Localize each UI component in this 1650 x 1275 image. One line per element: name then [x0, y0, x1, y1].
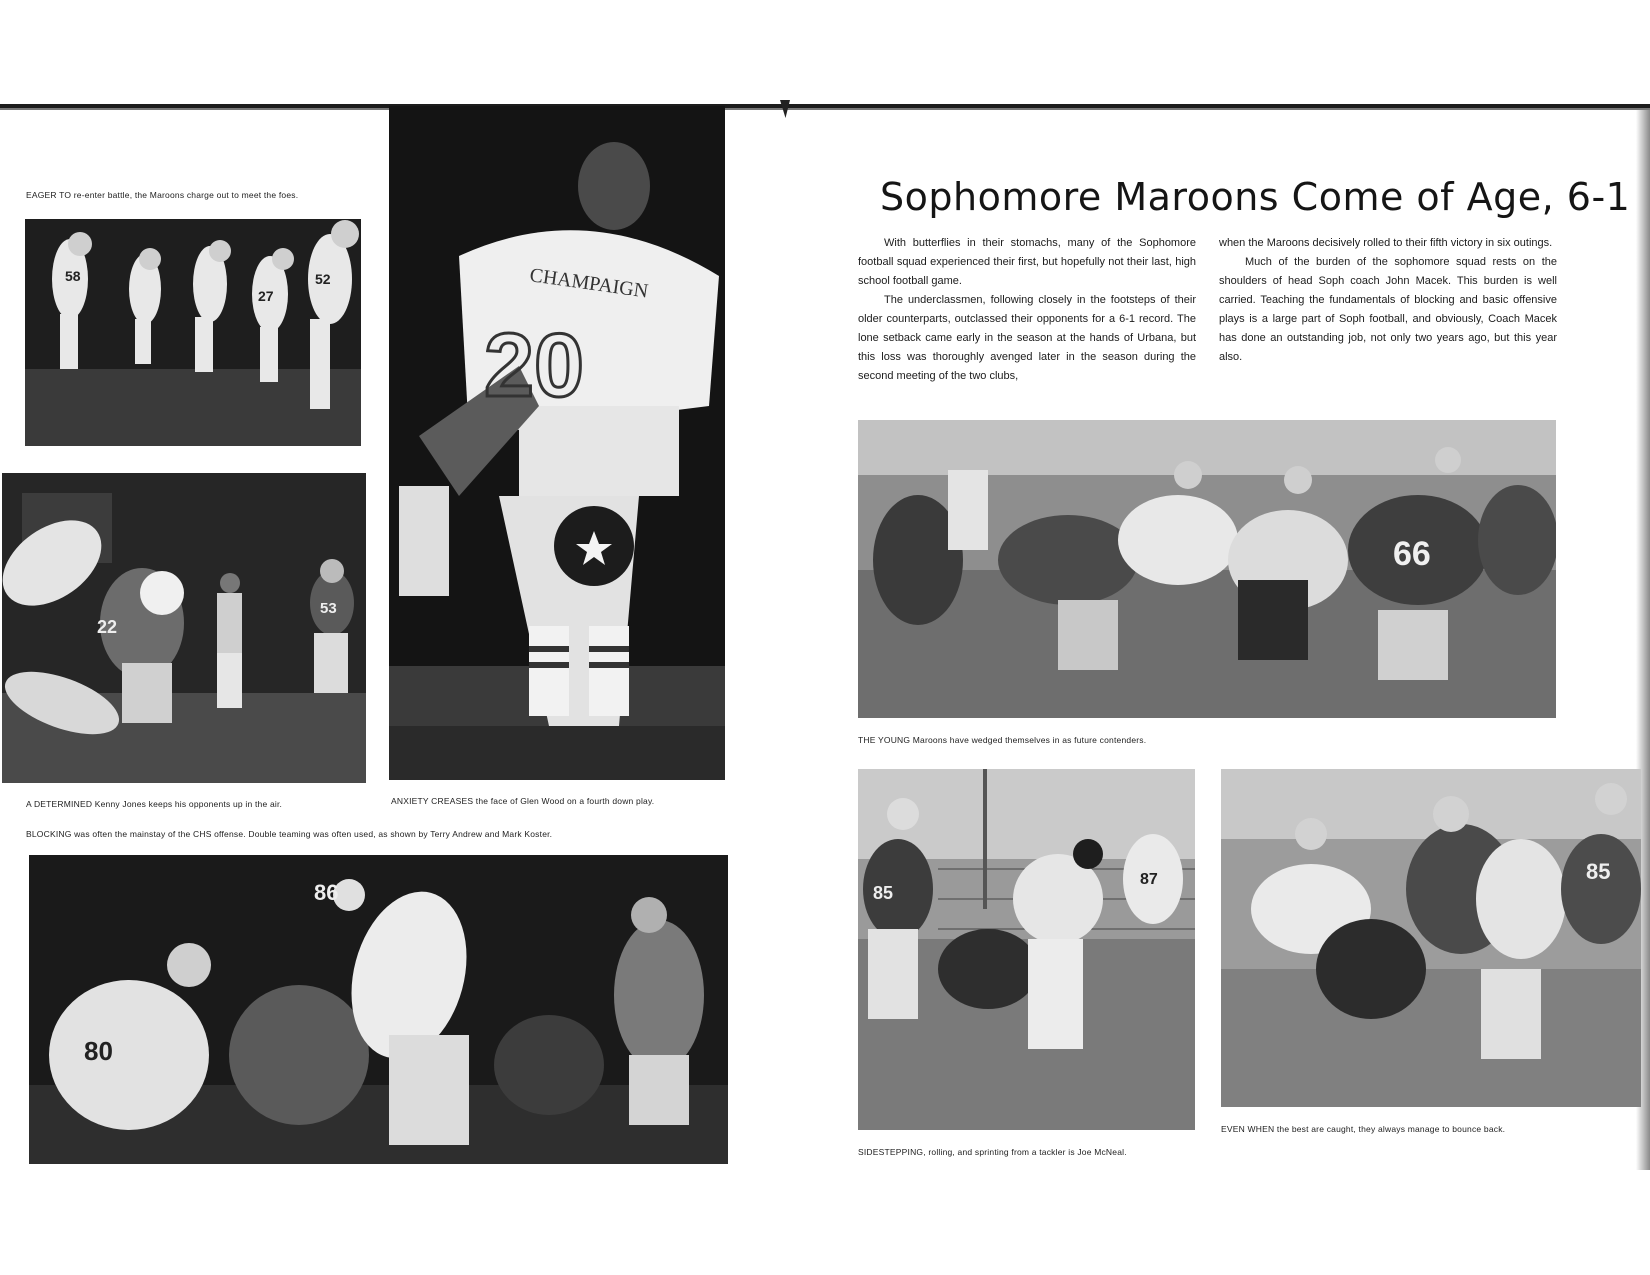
caption-determined: A DETERMINED Kenny Jones keeps his opponents up in the air. — [26, 799, 283, 809]
caption-even-when: EVEN WHEN the best are caught, they always manage to bounce back. — [1221, 1124, 1506, 1134]
jersey-number: 27 — [258, 288, 274, 304]
top-binding-shadow — [0, 108, 1650, 110]
jersey-number: 53 — [320, 600, 337, 617]
jersey-number: 58 — [65, 268, 81, 284]
photo-glen-wood — [389, 106, 725, 780]
photo-even-when — [1221, 769, 1641, 1107]
jersey-number: 85 — [1586, 859, 1611, 884]
paragraph: Much of the burden of the sophomore squad rests on the shoulders of head Soph coach John Macek. This burden is well carried. Teaching the fundamentals of blocking and basic offensive plays is a large part of Soph football, and obviously, Coach Macek has done an outstanding job, not only two years ago, but this year also. — [1219, 256, 1557, 363]
jersey-number: 86 — [314, 880, 339, 905]
jersey-number: 87 — [1140, 871, 1158, 888]
paragraph: With butterflies in their stomachs, many of the Sophomore football squad experienced their first, but hopefully not their last, high school football game. — [858, 237, 1196, 287]
caption-blocking: BLOCKING was often the mainstay of the CHS offense. Double teaming was often used, as shown by Terry Andrew and Mark Koster. — [26, 829, 553, 839]
jersey-number: 20 — [484, 316, 585, 416]
paragraph: when the Maroons decisively rolled to their fifth victory in six outings. — [1219, 237, 1553, 249]
page-title: Sophomore Maroons Come of Age, 6-1 — [880, 175, 1631, 219]
photo-determined-player — [2, 473, 366, 783]
article-column-2 — [1219, 234, 1557, 367]
article-column-1 — [858, 234, 1196, 386]
caption-young: THE YOUNG Maroons have wedged themselves in as future contenders. — [858, 735, 1147, 745]
caption-eager: EAGER TO re-enter battle, the Maroons charge out to meet the foes. — [26, 190, 299, 200]
jersey-number: 66 — [1393, 535, 1431, 573]
jersey-number: 52 — [315, 271, 331, 287]
jersey-word: CHAMPAIGN — [528, 264, 650, 303]
photo-sidestepping — [858, 769, 1195, 1130]
jersey-number: 85 — [873, 883, 894, 903]
caption-sidestepping: SIDESTEPPING, rolling, and sprinting from a tackler is Joe McNeal. — [858, 1147, 1127, 1157]
photo-young-maroons — [858, 420, 1556, 718]
photo-blocking-play — [29, 855, 728, 1164]
caption-anxiety: ANXIETY CREASES the face of Glen Wood on a fourth down play. — [391, 796, 655, 806]
jersey-number: 80 — [84, 1036, 113, 1066]
paragraph: The underclassmen, following closely in the footsteps of their older counterparts, outclassed their opponents for a 6-1 record. The lone setback came early in the season at the hands of Urbana, but this loss was thoroughly avenged later in the season during the second meeting of the two clubs, — [858, 294, 1196, 382]
photo-players-charging — [25, 219, 361, 446]
jersey-number: 22 — [97, 617, 118, 637]
